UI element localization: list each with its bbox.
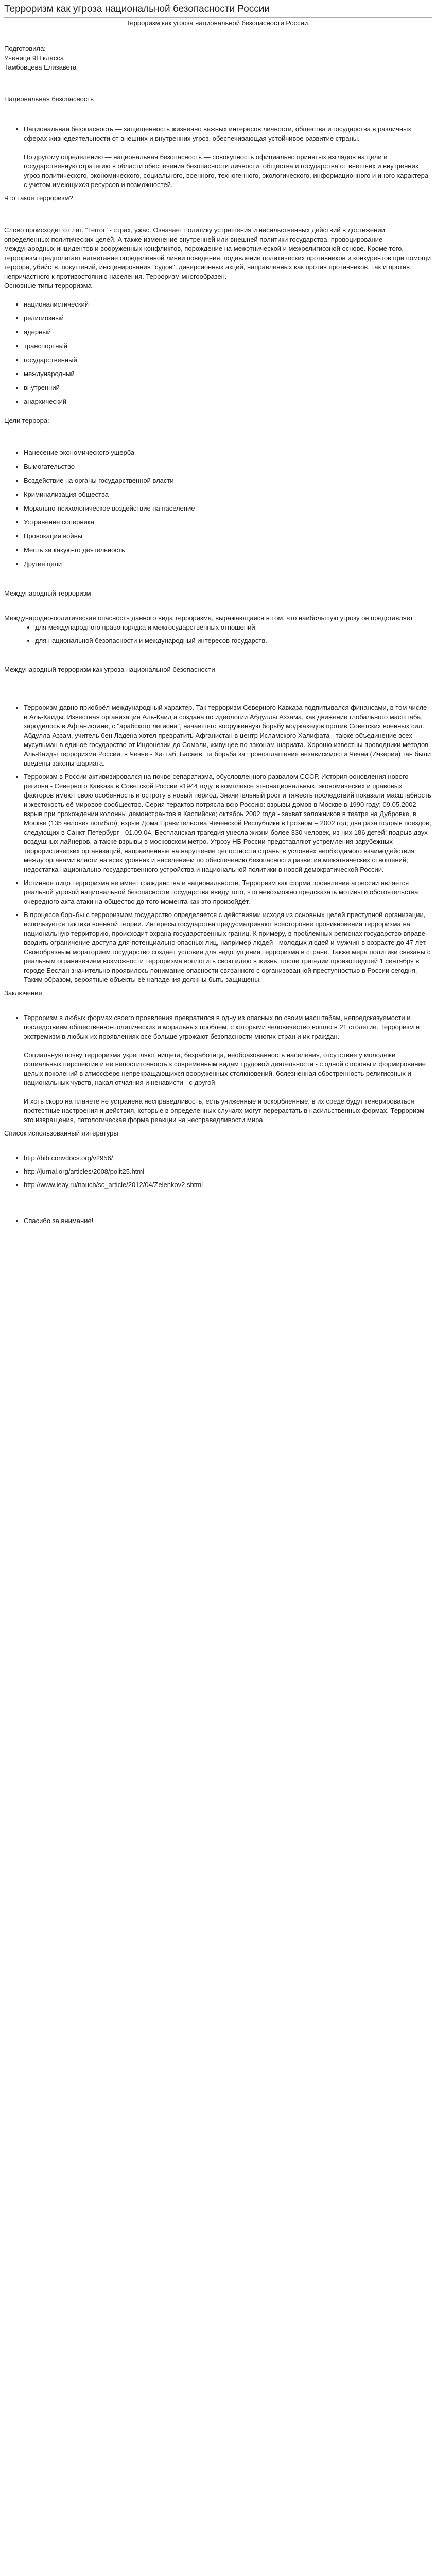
conclusion-paragraph-3: И хоть скоро на планете не устранена несправедливость, есть униженные и оскорбленные, в их среде будут генерироваться протестные настроения и действия, которые в определенных случаях могут перерастать в насильственных формах. Терроризм - это извращения, патологическая форма реакции на несправедливости мира. bbox=[24, 1097, 429, 1124]
international-text: Международно-политическая опасность данного вида терроризма, выражающаяся в том, что наибольшую угрозу он представляет: bbox=[4, 614, 415, 622]
types-item: • международный bbox=[24, 369, 432, 379]
types-item: • анархический bbox=[24, 397, 432, 406]
types-list bbox=[4, 300, 432, 406]
document-page bbox=[0, 0, 436, 1226]
reference-item bbox=[24, 1180, 432, 1190]
national-security-item bbox=[24, 125, 432, 190]
goals-item: • Криминализация общества bbox=[24, 490, 432, 499]
goals-item: • Другие цели bbox=[24, 560, 432, 569]
types-item: • транспортный bbox=[24, 342, 432, 351]
goals-item: • Провокация войны bbox=[24, 532, 432, 541]
references-heading: Список использованный литературы bbox=[4, 1129, 118, 1137]
conclusion-paragraph-1: • Терроризм в любых формах своего проявления превратился в одну из опасных по своим масштабам, непредсказуемости и последствиям общественно-политических и моральных проблем, с которыми человечество вошло в 21 столетие. Терроризм и экстремизм в любых их проявлениях все больше угрожают безопасности многих стран и их граждан. bbox=[24, 1014, 420, 1040]
national-security-heading: Национальная безопасность bbox=[4, 95, 94, 103]
author-student: Ученица 9П класса bbox=[4, 54, 64, 62]
terrorism-definition: Слово происходит от лат. "Terror" - страх, ужас. Означает политику устрашения и насильственных действий в достижении определенных политических целей. А также изменение внутренней или внешней политики государства, провоцирование международных инцидентов и вооруженных конфликтов, порождение на межэтнической и межрелигиозной основе. Кроме того, терроризм предполагает нагнетание определенной линии поведения, подавление политических противников и конкурентов при помощи террора, убийств, покушений, инсценирования "судов", диверсионных акций, направленных как против противников, так и против непричастного к противостоянию населения. Терроризм многообразен. bbox=[4, 226, 431, 280]
closing-list bbox=[4, 1216, 432, 1226]
threat-list bbox=[4, 690, 432, 985]
threat-paragraph-4: • В процессе борьбы с терроризмом государство определяется с действиями исходя из основных целей преступной организации, используется тактика военной теории. Интересы государства предусматривают всесторонне проникновения терроризма на национальную территорию, происходит охрана государственных границ. К примеру, в проблемных регионах государство вправе вводить ограничение доступа для потенциально опасных лиц, например людей - молодых людей и мужчин в возрасте до 47 лет. Своеобразным мораторием государство создаёт условия для недопущения терроризма в стране. Также мера политики связаны с реальным ограничением возможности терроризма воплотить свою идею в жизнь, после трагедии произошедшей 1 сентября в городе Беслан значительно проявилось понимание опасности связанного с организованной преступностью в России сегодня. Таким образом, вероятные объекты её нападения должны быть защищены. bbox=[24, 911, 431, 984]
national-security-list bbox=[4, 125, 432, 190]
reference-link[interactable]: http://bib.convdocs.org/v2956/ bbox=[24, 1154, 113, 1162]
page-title: Терроризм как угроза национальной безопасности России bbox=[4, 3, 432, 18]
national-security-definition-1: • Национальная безопасность — защищенность жизненно важных интересов личности, общества и государства в различных сферах жизнедеятельности от внешних и внутренних угроз, обеспечивающая устойчивое развитие страны. bbox=[24, 125, 411, 142]
types-item: • националистический bbox=[24, 300, 432, 309]
reference-link[interactable]: http://jurnal.org/articles/2008/polit25.html bbox=[24, 1167, 145, 1175]
threat-item bbox=[24, 772, 432, 874]
conclusion-item bbox=[24, 1013, 432, 1125]
conclusion-paragraph-2: Социальную почву терроризма укрепляют нищета, безработица, необразованность населения, отсутствие у молодежи социальных перспектив и её непоститочность к современным видам трудовой деятельности - с одной стороны и формирование целых поколений в атмосфере непрекращающихся вооруженных столкновений, болезненная обостренность религиозных и национальных чувств, накал отчаяния и ненависти - с другой. bbox=[24, 1051, 426, 1087]
goals-item: • Воздействие на органы государственной власти bbox=[24, 476, 432, 485]
threat-item bbox=[24, 690, 432, 768]
terrorism-question: Что такое терроризм? bbox=[4, 194, 73, 202]
threat-paragraph-2: • Терроризм в России активизировался на почве сепаратизма, обусловленного развалом СССР. История ооновления нового региона - Северного Кавказа в Советской России в1944 году, в комплексе этнонациональных, экономических и правовых факторов имеют свою особенность и остроту в новый период. Значительный рост и тяжесть последствий показали масштабность и жестокость её мировое сообщество. Серия терактов потрясла всю Россию: взрывы домов в Москве в 1990 году; 09.05.2002 - взрыв при прохождении колонны демонстрантов в Каспийске; октябрь 2002 года - захват заложников в театре на Дубровке, в Москве (135 человек погибло); взрыв Дома Правительства Чеченской Республики в Грозном – 2002 год; два раза подрыв поездов, следующих в Санкт-Петербург - 01.09.04, Беспланская трагедия унесла жизни более 330 человек, из них 186 детей; подрыв двух воздушных лайнеров, а также взрывы в московском метро. Угрозу НБ России представляют устремления зарубежных террористических организаций, направленные на нарушение целостности страны в условиях необходимого взаимодействия между органами власти на всех уровнях и населением по обеспечению безопасности развития межэтнических отношений; недостатка национально-государственного устройства и национальной политики в новой демократической России. bbox=[24, 773, 431, 873]
threat-paragraph-3: • Истинное лицо терроризма не имеет гражданства и национальности. Терроризм как форма проявления агрессии является реальной угрозой национальной безопасности государства ввиду того, что невозможно предсказать мотивы и обстоятельства очередного акта атаки на общество до того момента как это произойдёт. bbox=[24, 879, 418, 905]
author-prepared-label: Подготовила: bbox=[4, 45, 46, 53]
international-item: • для национальной безопасности и международный интересов государств. bbox=[35, 636, 432, 646]
types-item: • религиозный bbox=[24, 314, 432, 323]
types-heading: Основные типы терроризма bbox=[4, 282, 92, 290]
goals-item: • Вымогательство bbox=[24, 462, 432, 471]
national-security-definition-2: По другому определению — национальная безопасность — совокупность официально принятых взглядов на цели и государственную стратегию в области обеспечения безопасности личности, общества и государства от внешних и внутренних угроз политического, экономического, социального, военного, техногенного, экологического, информационного и иного характера с учетом имеющихся ресурсов и возможностей. bbox=[24, 153, 429, 189]
reference-link[interactable]: http://www.ieay.ru/nauch/sc_article/2012/04/Zelenkov2.shtml bbox=[24, 1181, 203, 1189]
threat-item bbox=[24, 878, 432, 906]
types-item: • ядерный bbox=[24, 328, 432, 337]
threat-item bbox=[24, 910, 432, 985]
types-item: • внутренний bbox=[24, 383, 432, 393]
types-item: • государственный bbox=[24, 355, 432, 365]
goals-item: • Месть за какую-то деятельность bbox=[24, 546, 432, 555]
page-subtitle: Терроризм как угроза национальной безопасности России. bbox=[126, 19, 310, 27]
author-name: Тамбовцева Елизавета bbox=[4, 63, 77, 71]
closing-item: • Спасибо за внимание! bbox=[24, 1216, 432, 1226]
conclusion-list bbox=[4, 1013, 432, 1125]
goals-list bbox=[4, 448, 432, 569]
goals-heading: Цели террора: bbox=[4, 417, 49, 425]
conclusion-heading: Заключение bbox=[4, 989, 42, 997]
international-heading: Международный терроризм bbox=[4, 589, 91, 597]
reference-item bbox=[24, 1167, 432, 1176]
reference-item bbox=[24, 1154, 432, 1163]
international-item: • для международного правопорядка и межгосударственных отношений; bbox=[35, 623, 432, 632]
references-list bbox=[4, 1154, 432, 1190]
goals-item: • Морально-психологическое воздействие на население bbox=[24, 504, 432, 513]
international-list bbox=[4, 623, 432, 646]
goals-item: • Нанесение экономического ущерба bbox=[24, 448, 432, 457]
threat-paragraph-1: • Терроризм давно приобрёл международный характер. Так терроризм Северного Кавказа подпитывался финансами, в том числе и Аль-Каиды. Известная организация Аль-Каид а создана по идеологии Абдуллы Аззама, как движение глобального масштаба, зародилось в Афганистане, с "арабского легиона", начавшего вооруженную борьбу моджахедов против Советских военных сил. Абдулла Аззам, учитель бен Ладена хотел превратить Афганистан в центр Исламского Халифата - также объединение всех мусульман в единое государство от Индонезии до Сомали, живущее по законам шариата. Хорошо известны проводники методов Аль-Каиды терроризма России, в Чечне - Хаттаб, Басаев, та борьба за провозглашение независимости Чечни (Ичкерии) тан были введены законы шариата. bbox=[24, 704, 431, 767]
goals-item: • Устранение соперника bbox=[24, 518, 432, 527]
threat-heading: Международный терроризм как угроза национальной безопасности bbox=[4, 666, 215, 673]
